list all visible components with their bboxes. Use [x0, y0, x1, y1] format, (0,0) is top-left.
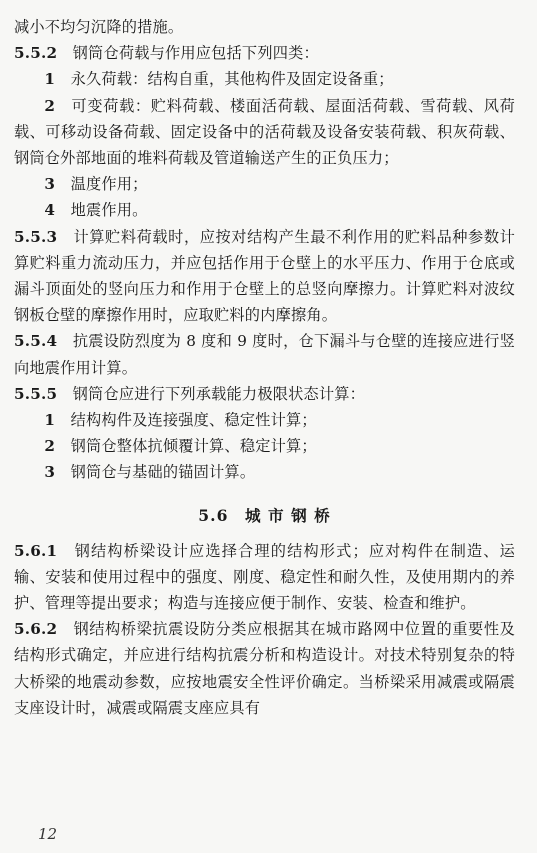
list-item [14, 459, 515, 485]
list-item [14, 407, 515, 433]
section-title: 5.6 城 市 钢 桥 [198, 505, 331, 525]
clause-number: 5.5.5 [14, 384, 58, 403]
list-item [14, 433, 515, 459]
item-text: 可变荷载：贮料荷载、楼面活荷载、屋面活荷载、雪荷载、风荷载、可移动设备荷载、固定设备中的活荷载及设备安装荷载、积灰荷载、钢筒仓外部地面的堆料荷载及管道输送产生的正负压力； [14, 96, 515, 168]
list-item [14, 66, 515, 92]
clause-text: 钢结构桥梁设计应选择合理的结构形式；应对构件在制造、运输、安装和使用过程中的强度、刚度、稳定性和耐久性，及使用期内的养护、管理等提出要求；构造与连接应便于制作、安装、检查和维护。 [14, 541, 515, 613]
item-number: 3 [44, 175, 56, 194]
item-number: 1 [44, 411, 56, 430]
list-item [14, 93, 515, 172]
item-text: 结构构件及连接强度、稳定性计算； [70, 411, 317, 430]
clause-text: 钢筒仓荷载与作用应包括下列四类： [72, 44, 319, 63]
item-number: 4 [44, 201, 56, 220]
clause-5-5-5 [14, 381, 515, 407]
item-text: 钢筒仓整体抗倾覆计算、稳定计算； [70, 437, 317, 456]
item-text: 永久荷载：结构自重，其他构件及固定设备重； [70, 70, 394, 89]
page-number: 12 [38, 825, 58, 843]
clause-text: 抗震设防烈度为 8 度和 9 度时，仓下漏斗与仓壁的连接应进行竖向地震作用计算。 [14, 332, 515, 377]
clause-text: 钢筒仓应进行下列承载能力极限状态计算： [72, 384, 366, 403]
item-number: 1 [44, 70, 56, 89]
intro-line: 减小不均匀沉降的措施。 [14, 18, 184, 36]
item-number: 2 [44, 437, 56, 456]
item-number: 3 [44, 463, 56, 482]
clause-number: 5.5.2 [14, 44, 58, 63]
clause-5-5-4 [14, 328, 515, 380]
clause-number: 5.6.2 [14, 620, 58, 639]
clause-number: 5.5.3 [14, 227, 58, 246]
clause-5-5-3 [14, 224, 515, 329]
item-number: 2 [44, 96, 56, 115]
clause-number: 5.5.4 [14, 332, 58, 351]
clause-5-6-2 [14, 616, 515, 721]
item-text: 钢筒仓与基础的锚固计算。 [70, 463, 256, 482]
clause-text: 计算贮料荷载时，应按对结构产生最不利作用的贮料品种参数计算贮料重力流动压力，并应包括作用于仓壁上的水平压力、作用于仓底或漏斗顶面处的竖向压力和作用于仓壁上的总竖向摩擦力。计算贮料对波纹钢板仓壁的摩擦作用时，应取贮料的内摩擦角。 [14, 227, 515, 325]
clause-number: 5.6.1 [14, 541, 58, 560]
list-item [14, 197, 515, 223]
clause-5-5-2 [14, 40, 515, 66]
item-text: 温度作用； [70, 175, 148, 194]
list-item [14, 171, 515, 197]
clause-text: 钢结构桥梁抗震设防分类应根据其在城市路网中位置的重要性及结构形式确定，并应进行结构抗震分析和构造设计。对技术特别复杂的特大桥梁的地震动参数，应按地震安全性评价确定。当桥梁采用减震或隔震支座设计时，减震或隔震支座应具有 [14, 620, 515, 717]
clause-5-6-1 [14, 538, 515, 617]
item-text: 地震作用。 [70, 201, 148, 220]
